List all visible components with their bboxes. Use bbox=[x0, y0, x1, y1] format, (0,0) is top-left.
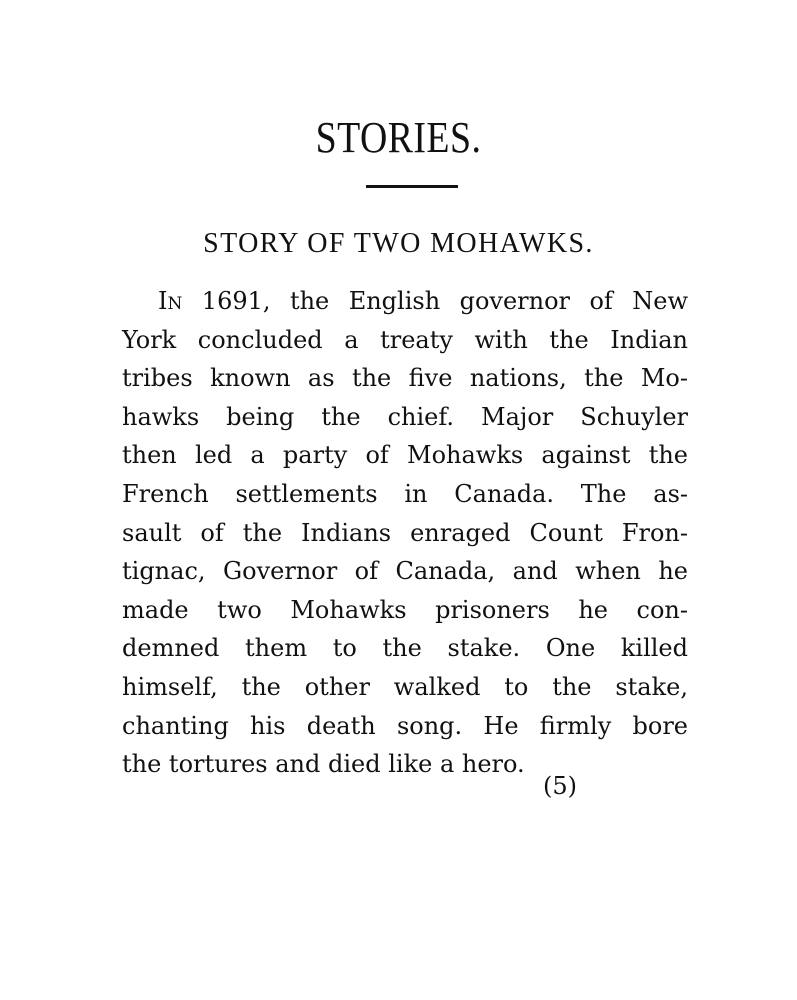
body-line-13: the tortures and died like a hero. bbox=[122, 750, 525, 779]
body-line-12: chanting his death song. He firmly bore bbox=[122, 711, 688, 740]
page-heading: STORIES. bbox=[315, 113, 482, 162]
body-line-1 bbox=[122, 282, 688, 321]
body-line-7: sault of the Indians enraged Count Fron- bbox=[122, 518, 688, 547]
body-line-4: hawks being the chief. Major Schuyler bbox=[122, 402, 688, 431]
body-line-5: then led a party of Mohawks against the bbox=[122, 441, 688, 470]
page-number: (5) bbox=[543, 772, 577, 800]
heading-rule bbox=[366, 185, 458, 188]
story-title: STORY OF TWO MOHAWKS. bbox=[203, 228, 594, 259]
body-line-2: York concluded a treaty with the Indian bbox=[122, 325, 688, 354]
drop-lead-word: In bbox=[158, 287, 183, 315]
body-line-10: demned them to the stake. One killed bbox=[122, 634, 688, 663]
story-body bbox=[122, 282, 688, 784]
body-line-3: tribes known as the five nations, the Mo- bbox=[122, 364, 688, 393]
body-line-6: French settlements in Canada. The as- bbox=[122, 479, 688, 508]
body-line-9: made two Mohawks prisoners he con- bbox=[122, 595, 688, 624]
body-line-8: tignac, Governor of Canada, and when he bbox=[122, 557, 688, 586]
body-line-1-text: 1691, the English governor of New bbox=[182, 287, 688, 315]
body-line-11: himself, the other walked to the stake, bbox=[122, 672, 688, 701]
